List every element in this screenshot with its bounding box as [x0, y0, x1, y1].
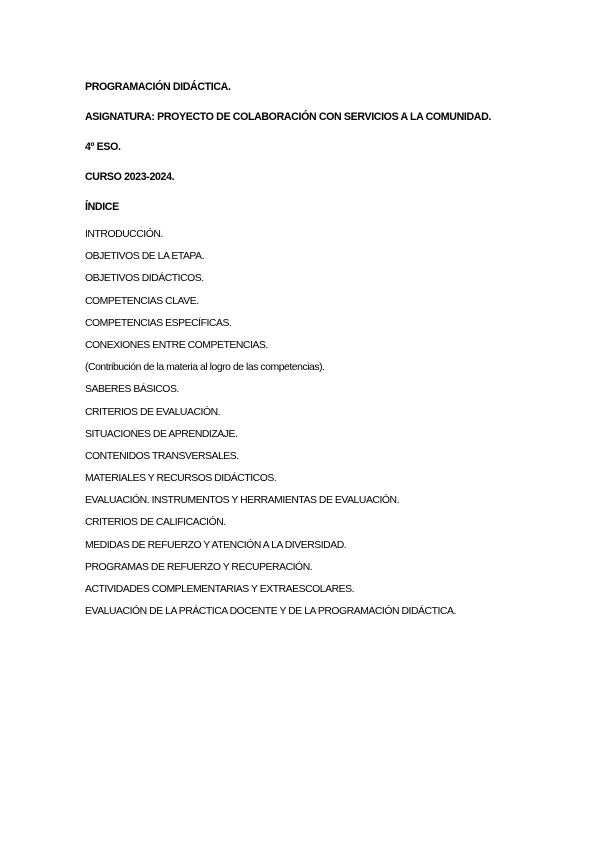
document-title: PROGRAMACIÓN DIDÁCTICA.	[85, 81, 231, 93]
table-of-contents	[85, 228, 575, 619]
document-body	[85, 80, 575, 627]
level-heading: 4º ESO.	[85, 141, 121, 153]
toc-item-criterios-calificacion: CRITERIOS DE CALIFICACIÓN.	[85, 517, 226, 529]
toc-item-contenidos-transversales: CONTENIDOS TRANSVERSALES.	[85, 450, 239, 462]
toc-item-situaciones-aprendizaje: SITUACIONES DE APRENDIZAJE.	[85, 428, 238, 440]
toc-item-competencias-clave: COMPETENCIAS CLAVE.	[85, 295, 199, 307]
toc-item-conexiones: CONEXIONES ENTRE COMPETENCIAS.	[85, 339, 268, 351]
toc-item-objetivos-etapa: OBJETIVOS DE LA ETAPA.	[85, 251, 205, 263]
toc-item-evaluacion-practica-docente: EVALUACIÓN DE LA PRÁCTICA DOCENTE Y DE LA PROGRAMACIÓN DIDÁCTICA.	[85, 606, 456, 618]
toc-item-medidas-refuerzo: MEDIDAS DE REFUERZO Y ATENCIÓN A LA DIVERSIDAD.	[85, 539, 347, 551]
toc-item-saberes-basicos: SABERES BÁSICOS.	[85, 384, 179, 396]
toc-item-materiales-recursos: MATERIALES Y RECURSOS DIDÁCTICOS.	[85, 473, 277, 485]
index-title: ÍNDICE	[85, 201, 119, 213]
toc-item-introduccion: INTRODUCCIÓN.	[85, 229, 163, 240]
toc-item-evaluacion-instrumentos: EVALUACIÓN. INSTRUMENTOS Y HERRAMIENTAS DE EVALUACIÓN.	[85, 495, 400, 507]
toc-item-competencias-especificas: COMPETENCIAS ESPECÍFICAS.	[85, 317, 232, 329]
toc-item-objetivos-didacticos: OBJETIVOS DIDÁCTICOS.	[85, 273, 204, 285]
toc-item-programas-refuerzo: PROGRAMAS DE REFUERZO Y RECUPERACIÓN.	[85, 561, 313, 573]
toc-item-criterios-evaluacion: CRITERIOS DE EVALUACIÓN.	[85, 406, 221, 418]
subject-heading: ASIGNATURA: PROYECTO DE COLABORACIÓN CON SERVICIOS A LA COMUNIDAD.	[85, 111, 491, 123]
course-heading: CURSO 2023-2024.	[85, 171, 175, 183]
toc-item-actividades-complementarias: ACTIVIDADES COMPLEMENTARIAS Y EXTRAESCOLARES.	[85, 584, 355, 595]
toc-item-contribucion-note: (Contribución de la materia al logro de las competencias).	[85, 362, 325, 374]
